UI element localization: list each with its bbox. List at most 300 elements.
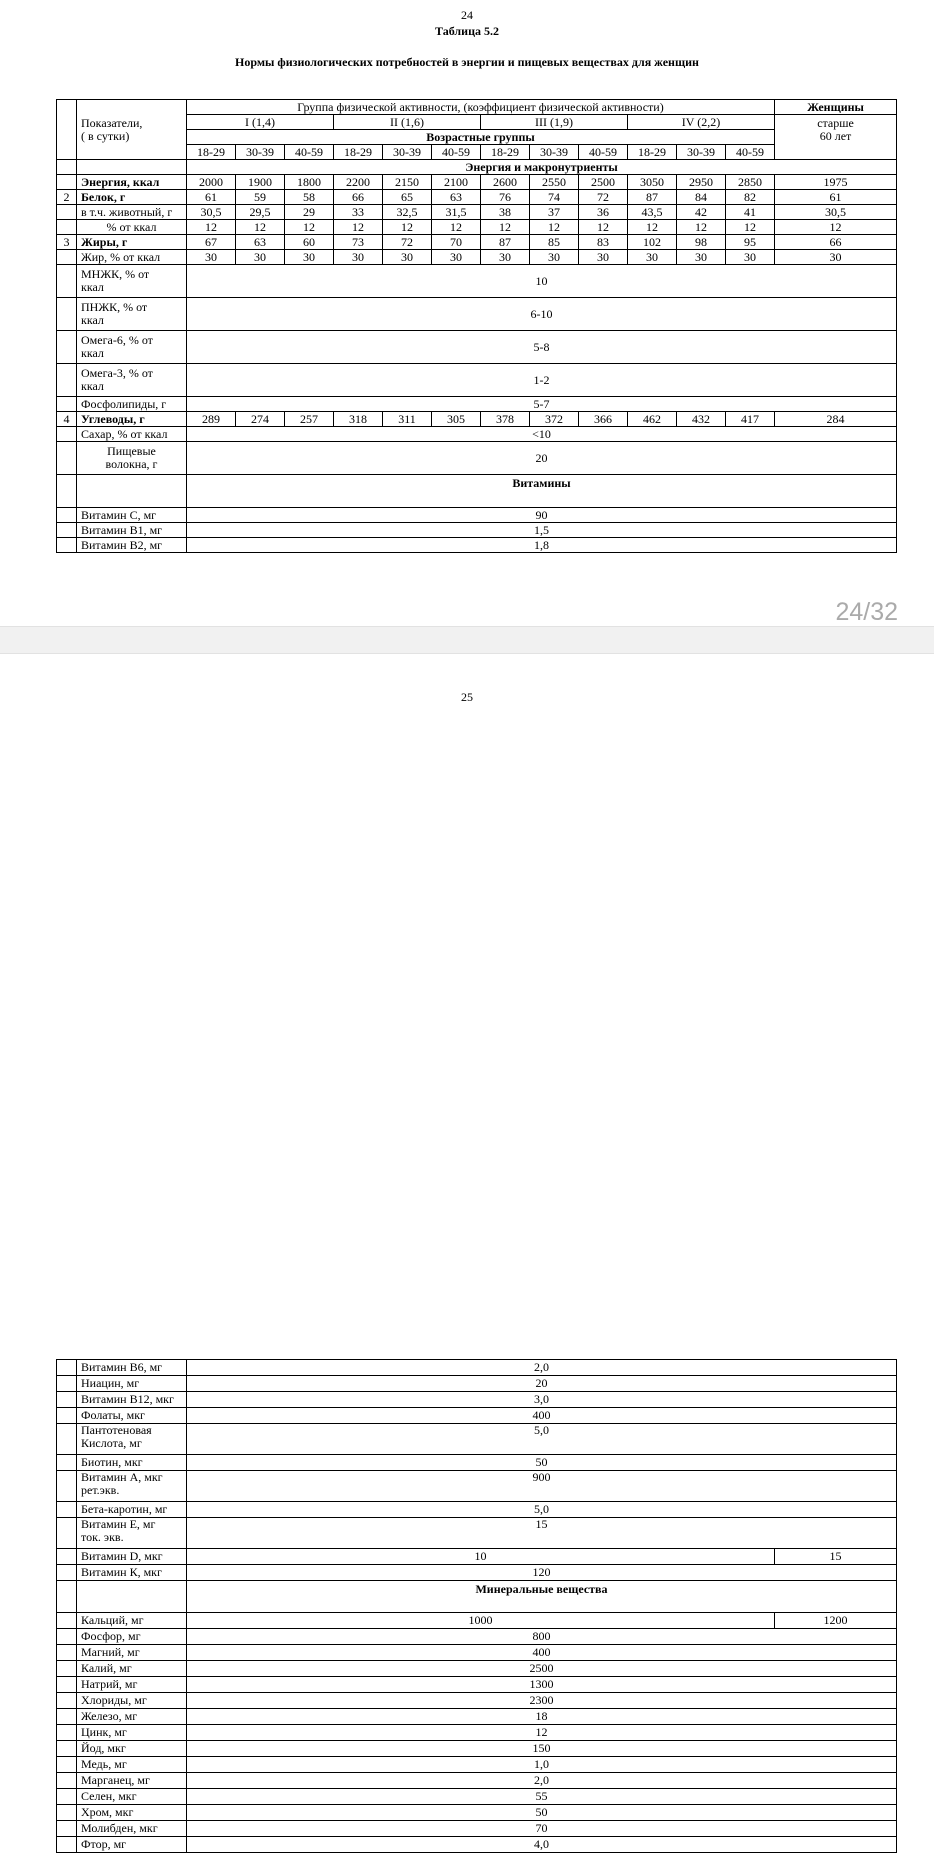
indicator-label: Энергия, ккал xyxy=(77,175,187,190)
section-vitamins-header: Витамины xyxy=(187,475,897,508)
row-number xyxy=(57,1613,77,1629)
document-page-25 xyxy=(0,654,934,1851)
women-over-60-value: 284 xyxy=(775,412,897,427)
value-cell: 12 xyxy=(187,220,236,235)
indicator-label: МНЖК, % от ккал xyxy=(77,265,187,298)
table-title: Таблица 5.2 xyxy=(435,24,499,38)
table-row xyxy=(57,397,897,412)
value-cell: 87 xyxy=(481,235,530,250)
table-row xyxy=(57,1645,897,1661)
indicator-label: Витамин D, мкг xyxy=(77,1549,187,1565)
section-energy-header: Энергия и макронутриенты xyxy=(187,160,897,175)
value-cell: 72 xyxy=(579,190,628,205)
table-row xyxy=(57,1518,897,1549)
merged-value: 900 xyxy=(187,1471,897,1502)
row-number xyxy=(57,364,77,397)
row-number xyxy=(57,1502,77,1518)
table-row xyxy=(57,427,897,442)
age-group-cell: 40-59 xyxy=(432,145,481,160)
indicator-label: Омега-3, % от ккал xyxy=(77,364,187,397)
value-cell: 74 xyxy=(530,190,579,205)
value-cell: 2150 xyxy=(383,175,432,190)
indicator-label: % от ккал xyxy=(77,220,187,235)
value-cell: 2100 xyxy=(432,175,481,190)
table-row xyxy=(57,475,897,508)
merged-value: 6-10 xyxy=(187,298,897,331)
page-number: 25 xyxy=(461,690,473,704)
table-row xyxy=(57,538,897,553)
indicator-label: Железо, мг xyxy=(77,1709,187,1725)
row-number xyxy=(57,508,77,523)
table-row xyxy=(57,1741,897,1757)
row-number xyxy=(57,1725,77,1741)
value-cell: 2950 xyxy=(677,175,726,190)
indicator-label: Пищевые волокна, г xyxy=(77,442,187,475)
row-number xyxy=(57,331,77,364)
women-over-60-value: 1200 xyxy=(775,1613,897,1629)
table-row xyxy=(57,220,897,235)
table-row xyxy=(57,1757,897,1773)
row-number xyxy=(57,1565,77,1581)
indicator-label: Витамин В12, мкг xyxy=(77,1392,187,1408)
merged-value: 800 xyxy=(187,1629,897,1645)
merged-value: 2300 xyxy=(187,1693,897,1709)
value-cell: 12 xyxy=(628,220,677,235)
table-row xyxy=(57,1549,897,1565)
indicator-label: Марганец, мг xyxy=(77,1773,187,1789)
table-row xyxy=(57,508,897,523)
table-row xyxy=(57,331,897,364)
value-cell: 30 xyxy=(481,250,530,265)
table-row xyxy=(57,265,897,298)
women-over-60-value: 61 xyxy=(775,190,897,205)
indicator-label: Бета-каротин, мг xyxy=(77,1502,187,1518)
value-cell: 30 xyxy=(579,250,628,265)
table-row xyxy=(57,1424,897,1455)
value-cell: 274 xyxy=(236,412,285,427)
age-group-cell: 40-59 xyxy=(726,145,775,160)
merged-value: 12 xyxy=(187,1725,897,1741)
value-cell: 12 xyxy=(726,220,775,235)
indicator-label: Кальций, мг xyxy=(77,1613,187,1629)
value-cell: 87 xyxy=(628,190,677,205)
women-header: Женщины xyxy=(775,100,897,115)
value-cell: 432 xyxy=(677,412,726,427)
value-cell: 257 xyxy=(285,412,334,427)
merged-value: 18 xyxy=(187,1709,897,1725)
value-cell: 30 xyxy=(383,250,432,265)
merged-value: 5-8 xyxy=(187,331,897,364)
value-cell: 32,5 xyxy=(383,205,432,220)
value-cell: 318 xyxy=(334,412,383,427)
row-number xyxy=(57,250,77,265)
value-cell: 1800 xyxy=(285,175,334,190)
row-number xyxy=(57,1661,77,1677)
indicator-label: в т.ч. животный, г xyxy=(77,205,187,220)
row-number xyxy=(57,1805,77,1821)
table-row xyxy=(57,364,897,397)
row-number xyxy=(57,1629,77,1645)
table-row xyxy=(57,205,897,220)
value-cell: 30 xyxy=(285,250,334,265)
nutrition-table-part1 xyxy=(56,99,897,553)
value-cell: 2000 xyxy=(187,175,236,190)
row-number xyxy=(57,220,77,235)
merged-value: 1000 xyxy=(187,1613,775,1629)
age-group-cell: 30-39 xyxy=(677,145,726,160)
row-number xyxy=(57,1360,77,1376)
table-row xyxy=(57,442,897,475)
row-number xyxy=(57,427,77,442)
indicator-label: Витамин К, мкг xyxy=(77,1565,187,1581)
indicator-label: Жир, % от ккал xyxy=(77,250,187,265)
row-number xyxy=(57,1741,77,1757)
merged-value: 20 xyxy=(187,442,897,475)
row-number xyxy=(57,1757,77,1773)
empty-cell xyxy=(77,475,187,508)
value-cell: 305 xyxy=(432,412,481,427)
value-cell: 42 xyxy=(677,205,726,220)
indicator-label: Биотин, мкг xyxy=(77,1455,187,1471)
women-over-60-value: 15 xyxy=(775,1549,897,1565)
indicator-label: Хлориды, мг xyxy=(77,1693,187,1709)
table-row xyxy=(57,175,897,190)
value-cell: 58 xyxy=(285,190,334,205)
value-cell: 84 xyxy=(677,190,726,205)
value-cell: 67 xyxy=(187,235,236,250)
empty-cell xyxy=(775,145,897,160)
women-over-60-value: 1975 xyxy=(775,175,897,190)
table-row xyxy=(57,1789,897,1805)
value-cell: 12 xyxy=(236,220,285,235)
age-group-cell: 40-59 xyxy=(579,145,628,160)
value-cell: 3050 xyxy=(628,175,677,190)
table-row xyxy=(57,1805,897,1821)
merged-value: 55 xyxy=(187,1789,897,1805)
indicator-label: Калий, мг xyxy=(77,1661,187,1677)
value-cell: 30 xyxy=(187,250,236,265)
table-row xyxy=(57,235,897,250)
indicator-label: Фолаты, мкг xyxy=(77,1408,187,1424)
merged-value: 1,8 xyxy=(187,538,897,553)
indicator-label: Витамин А, мкг рет.экв. xyxy=(77,1471,187,1502)
table-row xyxy=(57,1629,897,1645)
value-cell: 2600 xyxy=(481,175,530,190)
age-group-cell: 18-29 xyxy=(481,145,530,160)
table-row xyxy=(57,1471,897,1502)
merged-value: 20 xyxy=(187,1376,897,1392)
indicator-label: Селен, мкг xyxy=(77,1789,187,1805)
merged-value: 5,0 xyxy=(187,1502,897,1518)
value-cell: 12 xyxy=(579,220,628,235)
table-row xyxy=(57,1376,897,1392)
value-cell: 31,5 xyxy=(432,205,481,220)
table-row xyxy=(57,1773,897,1789)
women-over-60-value: 12 xyxy=(775,220,897,235)
indicators-header: Показатели, ( в сутки) xyxy=(77,100,187,160)
row-number xyxy=(57,1821,77,1837)
indicator-label: Белок, г xyxy=(77,190,187,205)
table-row xyxy=(57,1725,897,1741)
row-number xyxy=(57,538,77,553)
row-number xyxy=(57,1677,77,1693)
value-cell: 30 xyxy=(530,250,579,265)
indicator-label: Йод, мкг xyxy=(77,1741,187,1757)
group-header: II (1,6) xyxy=(334,115,481,130)
row-number xyxy=(57,1549,77,1565)
indicator-label: Цинк, мг xyxy=(77,1725,187,1741)
value-cell: 98 xyxy=(677,235,726,250)
merged-value: 4,0 xyxy=(187,1837,897,1853)
age-group-cell: 40-59 xyxy=(285,145,334,160)
row-number: 3 xyxy=(57,235,77,250)
table-row xyxy=(57,1677,897,1693)
merged-value: 2,0 xyxy=(187,1773,897,1789)
table-row xyxy=(57,1408,897,1424)
activity-group-header: Группа физической активности, (коэффициент физической активности) xyxy=(187,100,775,115)
value-cell: 83 xyxy=(579,235,628,250)
value-cell: 12 xyxy=(285,220,334,235)
women-over-60-value: 30 xyxy=(775,250,897,265)
value-cell: 417 xyxy=(726,412,775,427)
value-cell: 378 xyxy=(481,412,530,427)
merged-value: 3,0 xyxy=(187,1392,897,1408)
indicator-label: ПНЖК, % от ккал xyxy=(77,298,187,331)
table-row xyxy=(57,1821,897,1837)
row-number xyxy=(57,265,77,298)
age-groups-header: Возрастные группы xyxy=(187,130,775,145)
age-group-cell: 30-39 xyxy=(236,145,285,160)
value-cell: 82 xyxy=(726,190,775,205)
document-page-24 xyxy=(0,0,934,626)
row-number xyxy=(57,1392,77,1408)
group-header: IV (2,2) xyxy=(628,115,775,130)
indicator-label: Углеводы, г xyxy=(77,412,187,427)
merged-value: 15 xyxy=(187,1518,897,1549)
value-cell: 2500 xyxy=(579,175,628,190)
value-cell: 60 xyxy=(285,235,334,250)
merged-value: 5,0 xyxy=(187,1424,897,1455)
indicator-label: Магний, мг xyxy=(77,1645,187,1661)
row-number-header xyxy=(57,100,77,160)
merged-value: 50 xyxy=(187,1455,897,1471)
value-cell: 72 xyxy=(383,235,432,250)
merged-value: 1-2 xyxy=(187,364,897,397)
table-row xyxy=(57,1581,897,1613)
empty-cell xyxy=(57,160,77,175)
indicator-label: Натрий, мг xyxy=(77,1677,187,1693)
row-number xyxy=(57,175,77,190)
merged-value: 70 xyxy=(187,1821,897,1837)
merged-value: 1,5 xyxy=(187,523,897,538)
row-number xyxy=(57,1773,77,1789)
table-row xyxy=(57,1360,897,1376)
indicator-label: Витамин В2, мг xyxy=(77,538,187,553)
row-number xyxy=(57,397,77,412)
indicator-label: Ниацин, мг xyxy=(77,1376,187,1392)
merged-value: 2,0 xyxy=(187,1360,897,1376)
row-number xyxy=(57,1645,77,1661)
empty-cell xyxy=(77,1581,187,1613)
row-number xyxy=(57,1693,77,1709)
row-number xyxy=(57,475,77,508)
value-cell: 311 xyxy=(383,412,432,427)
merged-value: 5-7 xyxy=(187,397,897,412)
value-cell: 12 xyxy=(530,220,579,235)
row-number xyxy=(57,1424,77,1455)
value-cell: 95 xyxy=(726,235,775,250)
value-cell: 63 xyxy=(432,190,481,205)
indicator-label: Фосфор, мг xyxy=(77,1629,187,1645)
merged-value: 120 xyxy=(187,1565,897,1581)
merged-value: 1300 xyxy=(187,1677,897,1693)
value-cell: 289 xyxy=(187,412,236,427)
indicator-label: Молибден, мкг xyxy=(77,1821,187,1837)
indicator-label: Витамин Е, мг ток. экв. xyxy=(77,1518,187,1549)
value-cell: 12 xyxy=(677,220,726,235)
value-cell: 30 xyxy=(726,250,775,265)
value-cell: 102 xyxy=(628,235,677,250)
value-cell: 43,5 xyxy=(628,205,677,220)
row-number xyxy=(57,1376,77,1392)
indicator-label: Омега-6, % от ккал xyxy=(77,331,187,364)
value-cell: 1900 xyxy=(236,175,285,190)
value-cell: 85 xyxy=(530,235,579,250)
merged-value: 400 xyxy=(187,1645,897,1661)
table-row xyxy=(57,1661,897,1677)
value-cell: 30 xyxy=(236,250,285,265)
indicator-label: Пантотеновая Кислота, мг xyxy=(77,1424,187,1455)
value-cell: 372 xyxy=(530,412,579,427)
row-number xyxy=(57,1837,77,1853)
merged-value: 10 xyxy=(187,265,897,298)
indicator-label: Витамин С, мг xyxy=(77,508,187,523)
age-group-cell: 18-29 xyxy=(628,145,677,160)
merged-value: 150 xyxy=(187,1741,897,1757)
page-separator xyxy=(0,626,934,654)
row-number xyxy=(57,205,77,220)
value-cell: 37 xyxy=(530,205,579,220)
row-number xyxy=(57,298,77,331)
value-cell: 33 xyxy=(334,205,383,220)
value-cell: 12 xyxy=(481,220,530,235)
merged-value: 400 xyxy=(187,1408,897,1424)
age-group-cell: 18-29 xyxy=(187,145,236,160)
women-over-60-value: 66 xyxy=(775,235,897,250)
table-caption: Нормы физиологических потребностей в энергии и пищевых веществах для женщин xyxy=(235,55,699,69)
nutrition-table-part2 xyxy=(56,1359,897,1853)
indicator-label: Фосфолипиды, г xyxy=(77,397,187,412)
group-header: I (1,4) xyxy=(187,115,334,130)
table-row xyxy=(57,1392,897,1408)
row-number xyxy=(57,1789,77,1805)
value-cell: 63 xyxy=(236,235,285,250)
indicator-label: Витамин В6, мг xyxy=(77,1360,187,1376)
empty-cell xyxy=(77,160,187,175)
table-row xyxy=(57,1613,897,1629)
value-cell: 70 xyxy=(432,235,481,250)
page-number: 24 xyxy=(461,8,473,22)
merged-value: 1,0 xyxy=(187,1757,897,1773)
row-number xyxy=(57,1709,77,1725)
age-group-cell: 30-39 xyxy=(530,145,579,160)
table-row xyxy=(57,1565,897,1581)
merged-value: 90 xyxy=(187,508,897,523)
row-number xyxy=(57,1581,77,1613)
table-row xyxy=(57,1455,897,1471)
merged-value: 10 xyxy=(187,1549,775,1565)
table-row xyxy=(57,1837,897,1853)
row-number xyxy=(57,523,77,538)
value-cell: 59 xyxy=(236,190,285,205)
value-cell: 462 xyxy=(628,412,677,427)
row-number xyxy=(57,1518,77,1549)
value-cell: 2850 xyxy=(726,175,775,190)
merged-value: 50 xyxy=(187,1805,897,1821)
row-number xyxy=(57,1471,77,1502)
table-row xyxy=(57,1502,897,1518)
value-cell: 65 xyxy=(383,190,432,205)
value-cell: 76 xyxy=(481,190,530,205)
row-number: 4 xyxy=(57,412,77,427)
row-number xyxy=(57,1455,77,1471)
value-cell: 29,5 xyxy=(236,205,285,220)
value-cell: 36 xyxy=(579,205,628,220)
value-cell: 12 xyxy=(334,220,383,235)
value-cell: 38 xyxy=(481,205,530,220)
value-cell: 41 xyxy=(726,205,775,220)
indicator-label: Фтор, мг xyxy=(77,1837,187,1853)
table-row xyxy=(57,412,897,427)
indicator-label: Витамин В1, мг xyxy=(77,523,187,538)
table-row xyxy=(57,298,897,331)
row-number xyxy=(57,442,77,475)
group-header: III (1,9) xyxy=(481,115,628,130)
table-row xyxy=(57,1693,897,1709)
table-row xyxy=(57,1709,897,1725)
value-cell: 12 xyxy=(383,220,432,235)
value-cell: 30,5 xyxy=(187,205,236,220)
table-row xyxy=(57,523,897,538)
value-cell: 30 xyxy=(677,250,726,265)
section-minerals-header: Минеральные вещества xyxy=(187,1581,897,1613)
value-cell: 73 xyxy=(334,235,383,250)
value-cell: 30 xyxy=(432,250,481,265)
value-cell: 29 xyxy=(285,205,334,220)
women-over-60-header: старше 60 лет xyxy=(775,115,897,145)
table-row xyxy=(57,250,897,265)
value-cell: 61 xyxy=(187,190,236,205)
indicator-label: Медь, мг xyxy=(77,1757,187,1773)
merged-value: 2500 xyxy=(187,1661,897,1677)
value-cell: 30 xyxy=(628,250,677,265)
table-row xyxy=(57,190,897,205)
merged-value: <10 xyxy=(187,427,897,442)
age-group-cell: 30-39 xyxy=(383,145,432,160)
value-cell: 66 xyxy=(334,190,383,205)
value-cell: 366 xyxy=(579,412,628,427)
value-cell: 12 xyxy=(432,220,481,235)
women-over-60-value: 30,5 xyxy=(775,205,897,220)
value-cell: 2550 xyxy=(530,175,579,190)
age-group-cell: 18-29 xyxy=(334,145,383,160)
page-counter: 24/32 xyxy=(835,598,898,626)
value-cell: 30 xyxy=(334,250,383,265)
indicator-label: Хром, мкг xyxy=(77,1805,187,1821)
indicator-label: Жиры, г xyxy=(77,235,187,250)
value-cell: 2200 xyxy=(334,175,383,190)
indicator-label: Сахар, % от ккал xyxy=(77,427,187,442)
